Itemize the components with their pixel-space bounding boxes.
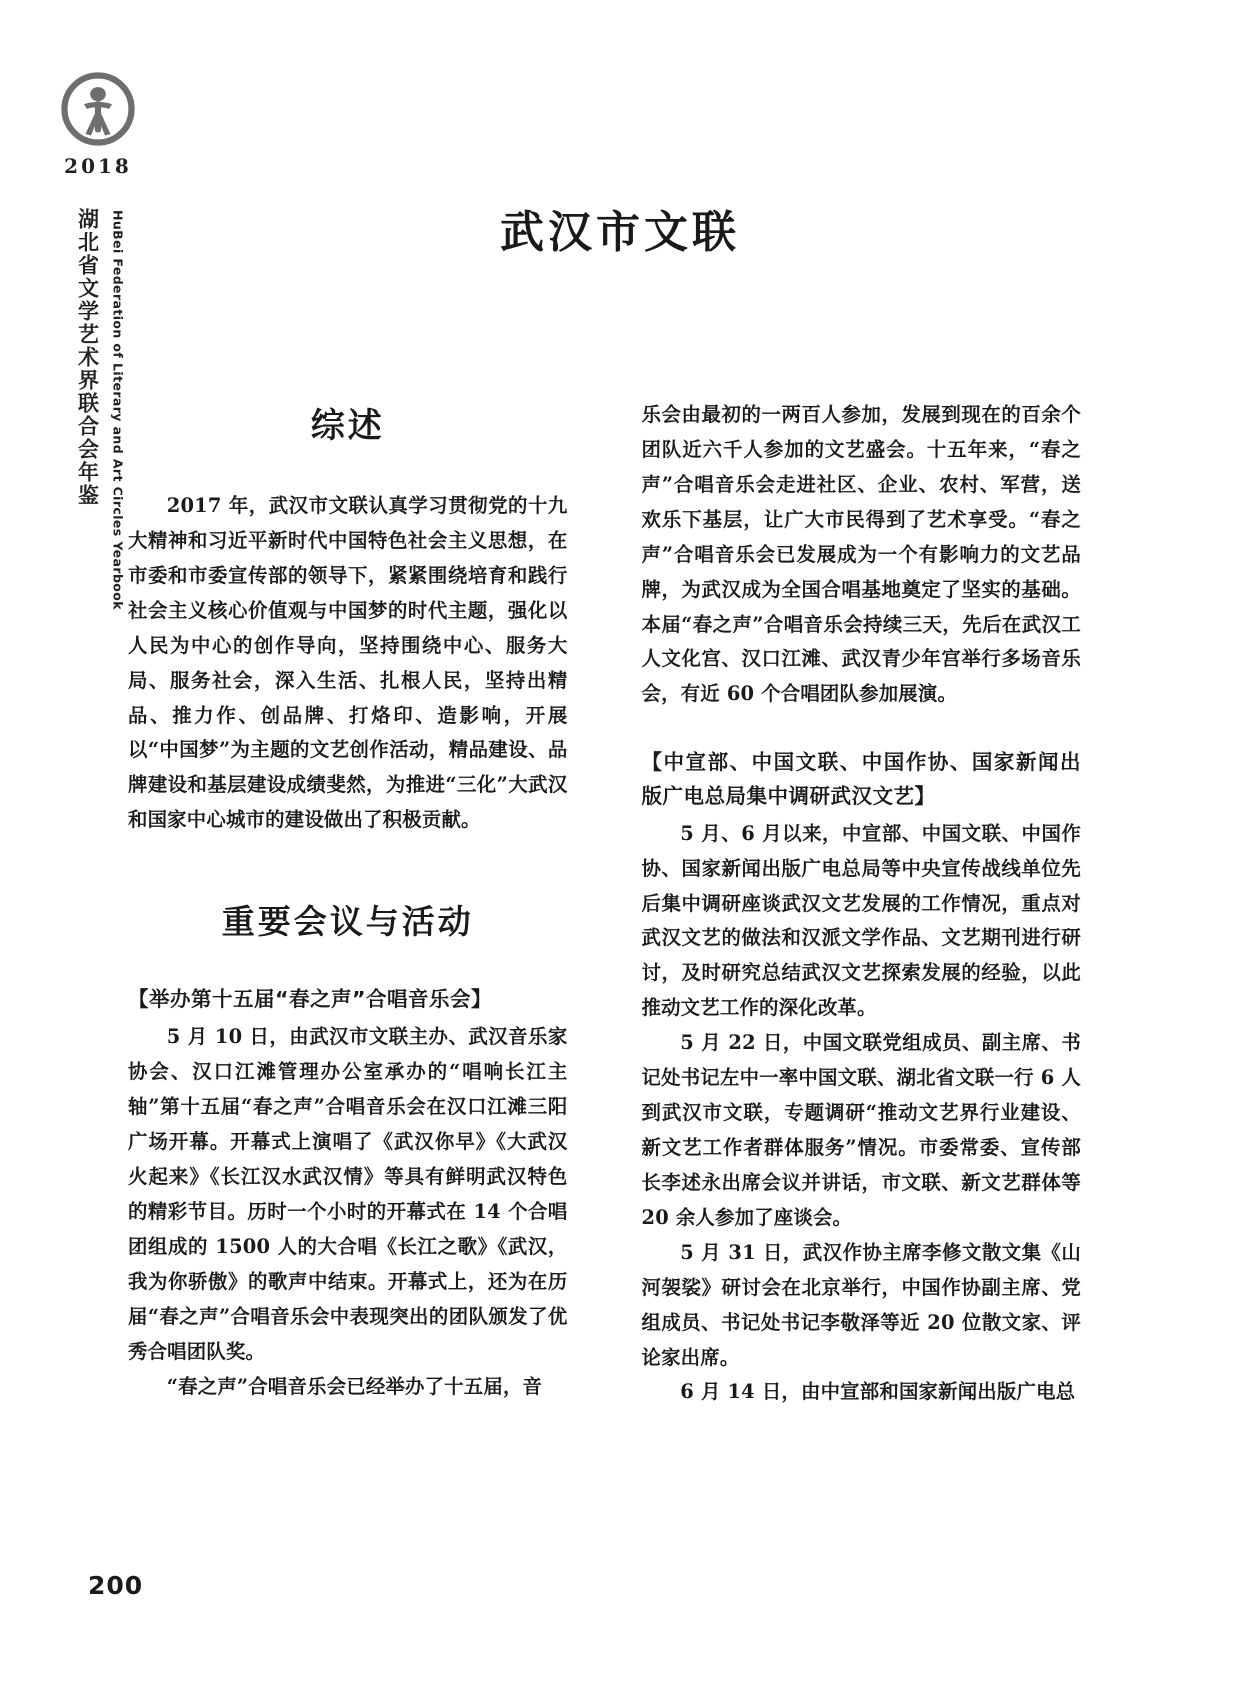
sidebar-title-en: HuBei Federation of Literary and Art Circles Yearbook — [110, 210, 126, 610]
chorus-concert-paragraph-2: “春之声”合唱音乐会已经举办了十五届，音 — [166, 1374, 543, 1398]
column-right — [642, 398, 1082, 1410]
page-title: 武汉市文联 — [500, 207, 740, 258]
overview-paragraph: 2017 年，武汉市文联认真学习贯彻党的十九大精神和习近平新时代中国特色社会主义思想，在市委和市委宣传部的领导下，紧紧围绕培育和践行社会主义核心价值观与中国梦的时代主题，强化以人民为中心的创作导向，坚持围绕中心、服务大局、服务社会，深入生活、扎根人民，坚持出精品、推力作、创品牌、打烙印、造影响，开展以“中国梦”为主题的文艺创作活动，精品建设、品牌建设和基层建设成绩斐然，为推进“三化”大武汉和国家中心城市的建设做出了积极贡献。 — [128, 494, 568, 832]
sidebar-vertical-title — [70, 208, 125, 608]
article-columns — [128, 398, 1081, 1410]
section-heading-overview: 综述 — [310, 406, 385, 446]
subsection-heading-chorus-concert: 【举办第十五届“春之声”合唱音乐会】 — [128, 987, 492, 1012]
research-visit-paragraph-4: 6 月 14 日，由中宣部和国家新闻出版广电总 — [680, 1380, 1076, 1404]
page-number: 200 — [88, 1571, 144, 1600]
chorus-concert-paragraph-1: 5 月 10 日，由武汉市文联主办、武汉音乐家协会、汉口江滩管理办公室承办的“唱响长江主轴”第十五届“春之声”合唱音乐会在汉口江滩三阳广场开幕。开幕式上演唱了《武汉你早》《大武汉火起来》《长江汉水武汉情》等具有鲜明武汉特色的精彩节目。历时一个小时的开幕式在 14 个合唱团组成的 1500 人的大合唱《长江之歌》《武汉，我为你骄傲》的歌声中结束。开幕式上，还为在历届“春之声”合唱音乐会中表现突出的团队颁发了优秀合唱团队奖。 — [128, 1025, 568, 1363]
subsection-heading-research-visit: 【中宣部、中国文联、中国作协、国家新闻出版广电总局集中调研武汉文艺】 — [641, 750, 1081, 808]
sidebar-title-cn: 湖北省文学艺术界联合会年鉴 — [75, 208, 100, 507]
research-visit-paragraph-2: 5 月 22 日，中国文联党组成员、副主席、书记处书记左中一率中国文联、湖北省文联一行 6 人到武汉市文联，专题调研“推动文艺界行业建设、新文艺工作者群体服务”情况。市委常委、宣传部长李述永出席会议并讲话，市文联、新文艺群体等 20 余人参加了座谈会。 — [641, 1031, 1081, 1229]
section-heading-meetings: 重要会议与活动 — [221, 902, 474, 942]
research-visit-paragraph-3: 5 月 31 日，武汉作协主席李修文散文集《山河袈裟》研讨会在北京举行，中国作协副主席、党组成员、书记处书记李敬泽等近 20 位散文家、评论家出席。 — [641, 1240, 1081, 1369]
research-visit-paragraph-1: 5 月、6 月以来，中宣部、中国文联、中国作协、国家新闻出版广电总局等中央宣传战线单位先后集中调研座谈武汉文艺发展的工作情况，重点对武汉文艺的做法和汉派文学作品、文艺期刊进行研讨，及时研究总结武汉文艺探索发展的经验，以此推动文艺工作的深化改革。 — [641, 821, 1081, 1020]
column-left — [128, 398, 568, 1410]
yearbook-year: 2018 — [64, 154, 132, 178]
chorus-concert-paragraph-2-continued: 乐会由最初的一两百人参加，发展到现在的百余个团队近六千人参加的文艺盛会。十五年来，“春之声”合唱音乐会走进社区、企业、农村、军营，送欢乐下基层，让广大市民得到了艺术享受。“春之声”合唱音乐会已发展成为一个有影响力的文艺品牌，为武汉成为全国合唱基地奠定了坚实的基础。本届“春之声”合唱音乐会持续三天，先后在武汉工人文化宫、汉口江滩、武汉青少年宫举行多场音乐会，有近 60 个合唱团队参加展演。 — [641, 403, 1081, 706]
federation-emblem-icon — [59, 70, 137, 148]
